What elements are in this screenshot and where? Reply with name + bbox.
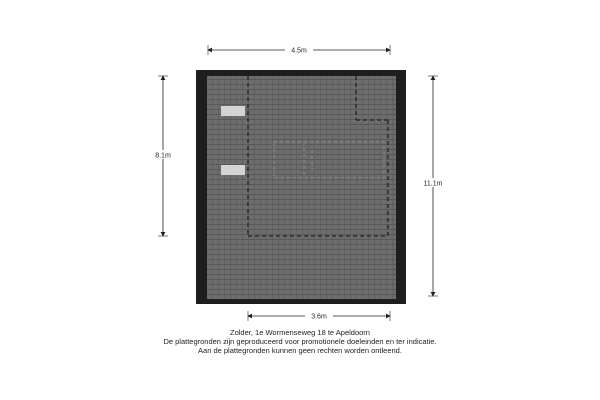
caption-disclaimer-2: Aan de plattegronden kunnen geen rechten worden ontleend. (198, 346, 402, 355)
dimension-left (150, 76, 176, 236)
dimension-right-label: 11.1m (423, 180, 443, 188)
dimension-top (208, 45, 390, 55)
skylight-window-bottom (221, 165, 245, 175)
caption (0, 328, 600, 355)
skylight-window-top (221, 106, 245, 116)
dimension-right (419, 76, 447, 296)
caption-disclaimer-1: De plattegronden zijn geproduceerd voor promotionele doeleinden en ter indicatie. (163, 337, 437, 346)
dimension-bottom-label: 3.6m (311, 313, 327, 321)
caption-title: Zolder, 1e Wormenseweg 18 te Apeldoorn (230, 328, 370, 337)
dimension-bottom (248, 311, 390, 321)
dimension-top-label: 4.5m (291, 47, 307, 55)
dimension-left-label: 8.1m (155, 152, 171, 160)
